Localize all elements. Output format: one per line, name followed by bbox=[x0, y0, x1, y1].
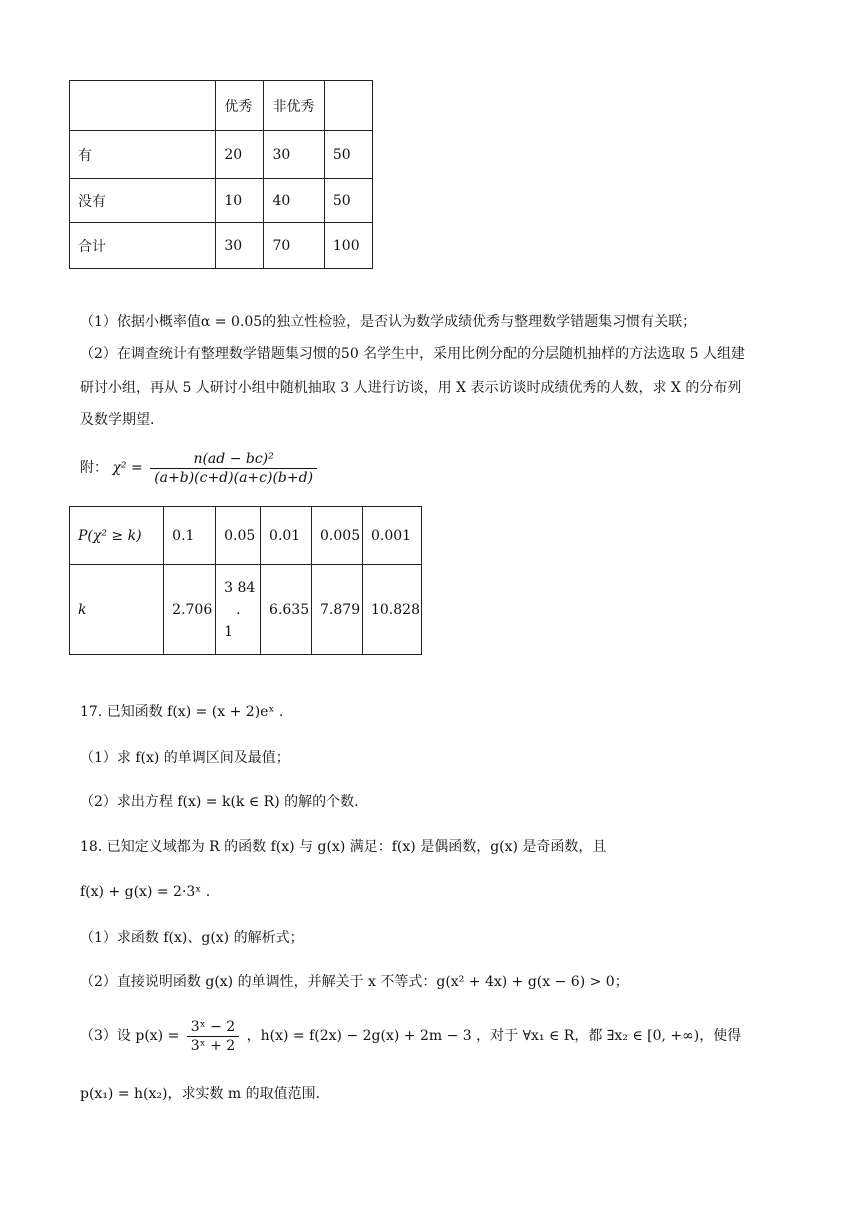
table1-cell: 没有 bbox=[70, 179, 216, 223]
p-numerator: 3ˣ − 2 bbox=[187, 1018, 239, 1037]
q18-equation: f(x) + g(x) = 2·3ˣ . bbox=[80, 884, 211, 900]
table-row bbox=[70, 223, 373, 269]
chi-square-symbol: χ² = bbox=[112, 460, 143, 476]
q18-part3 bbox=[80, 1016, 741, 1056]
k-value-bottom: 1 bbox=[224, 623, 234, 640]
table1-header-cell: 非优秀 bbox=[264, 81, 324, 131]
q18-part1: （1）求函数 f(x)、g(x) 的解析式； bbox=[80, 930, 304, 946]
k-value-dot: . bbox=[236, 601, 241, 618]
k-value-cell-wrapped bbox=[216, 565, 261, 655]
q18-part3-suffix: ，h(x) = f(2x) − 2g(x) + 2m − 3 ，对于 ∀x₁ ∈ R，都 ∃x₂ ∈ [0, +∞)，使得 bbox=[246, 1028, 742, 1044]
p-value-cell: 0.1 bbox=[164, 507, 216, 565]
p-value-cell: 0.005 bbox=[312, 507, 363, 565]
p-row-label: P(χ² ≥ k) bbox=[70, 507, 164, 565]
q18-part3-line2: p(x₁) = h(x₂)，求实数 m 的取值范围. bbox=[80, 1086, 321, 1102]
q18-title: 18. 已知定义域都为 R 的函数 f(x) 与 g(x) 满足：f(x) 是偶函数，g(x) 是奇函数，且 bbox=[80, 839, 607, 855]
table1-cell: 70 bbox=[264, 223, 324, 269]
critical-value-table bbox=[69, 506, 422, 655]
formula-numerator: n(ad − bc)² bbox=[150, 450, 317, 469]
table1-cell: 20 bbox=[216, 131, 264, 179]
table1-cell: 50 bbox=[324, 179, 372, 223]
p-value-cell: 0.01 bbox=[261, 507, 312, 565]
table-row bbox=[70, 131, 373, 179]
table1-cell: 合计 bbox=[70, 223, 216, 269]
k-value-cell: 7.879 bbox=[312, 565, 363, 655]
p-fraction bbox=[187, 1018, 239, 1055]
p-value-cell: 0.05 bbox=[216, 507, 261, 565]
q18-part2: （2）直接说明函数 g(x) 的单调性，并解关于 x 不等式：g(x² + 4x) + g(x − 6) > 0； bbox=[80, 974, 629, 990]
table-row bbox=[70, 565, 422, 655]
table1-header-cell bbox=[70, 81, 216, 131]
k-row-label: k bbox=[70, 565, 164, 655]
table1-cell: 30 bbox=[264, 131, 324, 179]
table-row bbox=[70, 507, 422, 565]
table1-cell: 50 bbox=[324, 131, 372, 179]
q16-part1: （1）依据小概率值α = 0.05的独立性检验，是否认为数学成绩优秀与整理数学错题集习惯有关联； bbox=[80, 314, 697, 330]
k-value-cell: 6.635 bbox=[261, 565, 312, 655]
table1-header-cell: 优秀 bbox=[216, 81, 264, 131]
table1-cell: 30 bbox=[216, 223, 264, 269]
formula-denominator: (a+b)(c+d)(a+c)(b+d) bbox=[154, 469, 314, 486]
q16-part2-line3: 及数学期望. bbox=[80, 412, 155, 428]
q17-part2: （2）求出方程 f(x) = k(k ∈ R) 的解的个数. bbox=[80, 794, 359, 810]
k-value-cell: 10.828 bbox=[362, 565, 421, 655]
table1-cell: 40 bbox=[264, 179, 324, 223]
p-denominator: 3ˣ + 2 bbox=[190, 1037, 236, 1054]
p-value-cell: 0.001 bbox=[362, 507, 421, 565]
table1-header-cell bbox=[324, 81, 372, 131]
q18-part3-prefix: （3）设 p(x) = bbox=[80, 1028, 180, 1044]
k-value-cell: 2.706 bbox=[164, 565, 216, 655]
q16-part2-line2: 研讨小组，再从 5 人研讨小组中随机抽取 3 人进行访谈，用 X 表示访谈时成绩优秀的人数，求 X 的分布列 bbox=[80, 380, 742, 396]
table1-cell: 100 bbox=[324, 223, 372, 269]
chi-square-fraction bbox=[150, 450, 317, 487]
q16-part2-line1: （2）在调查统计有整理数学错题集习惯的50 名学生中，采用比例分配的分层随机抽样的方法选取 5 人组建 bbox=[80, 346, 745, 362]
q17-title: 17. 已知函数 f(x) = (x + 2)eˣ . bbox=[80, 704, 284, 720]
appendix-formula bbox=[80, 448, 320, 488]
appendix-label: 附： bbox=[80, 460, 108, 476]
table1-cell: 10 bbox=[216, 179, 264, 223]
table-row bbox=[70, 179, 373, 223]
q17-part1: （1）求 f(x) 的单调区间及最值； bbox=[80, 750, 290, 766]
k-value-top: 3 84 bbox=[224, 579, 256, 596]
contingency-table bbox=[69, 80, 373, 269]
table1-cell: 有 bbox=[70, 131, 216, 179]
